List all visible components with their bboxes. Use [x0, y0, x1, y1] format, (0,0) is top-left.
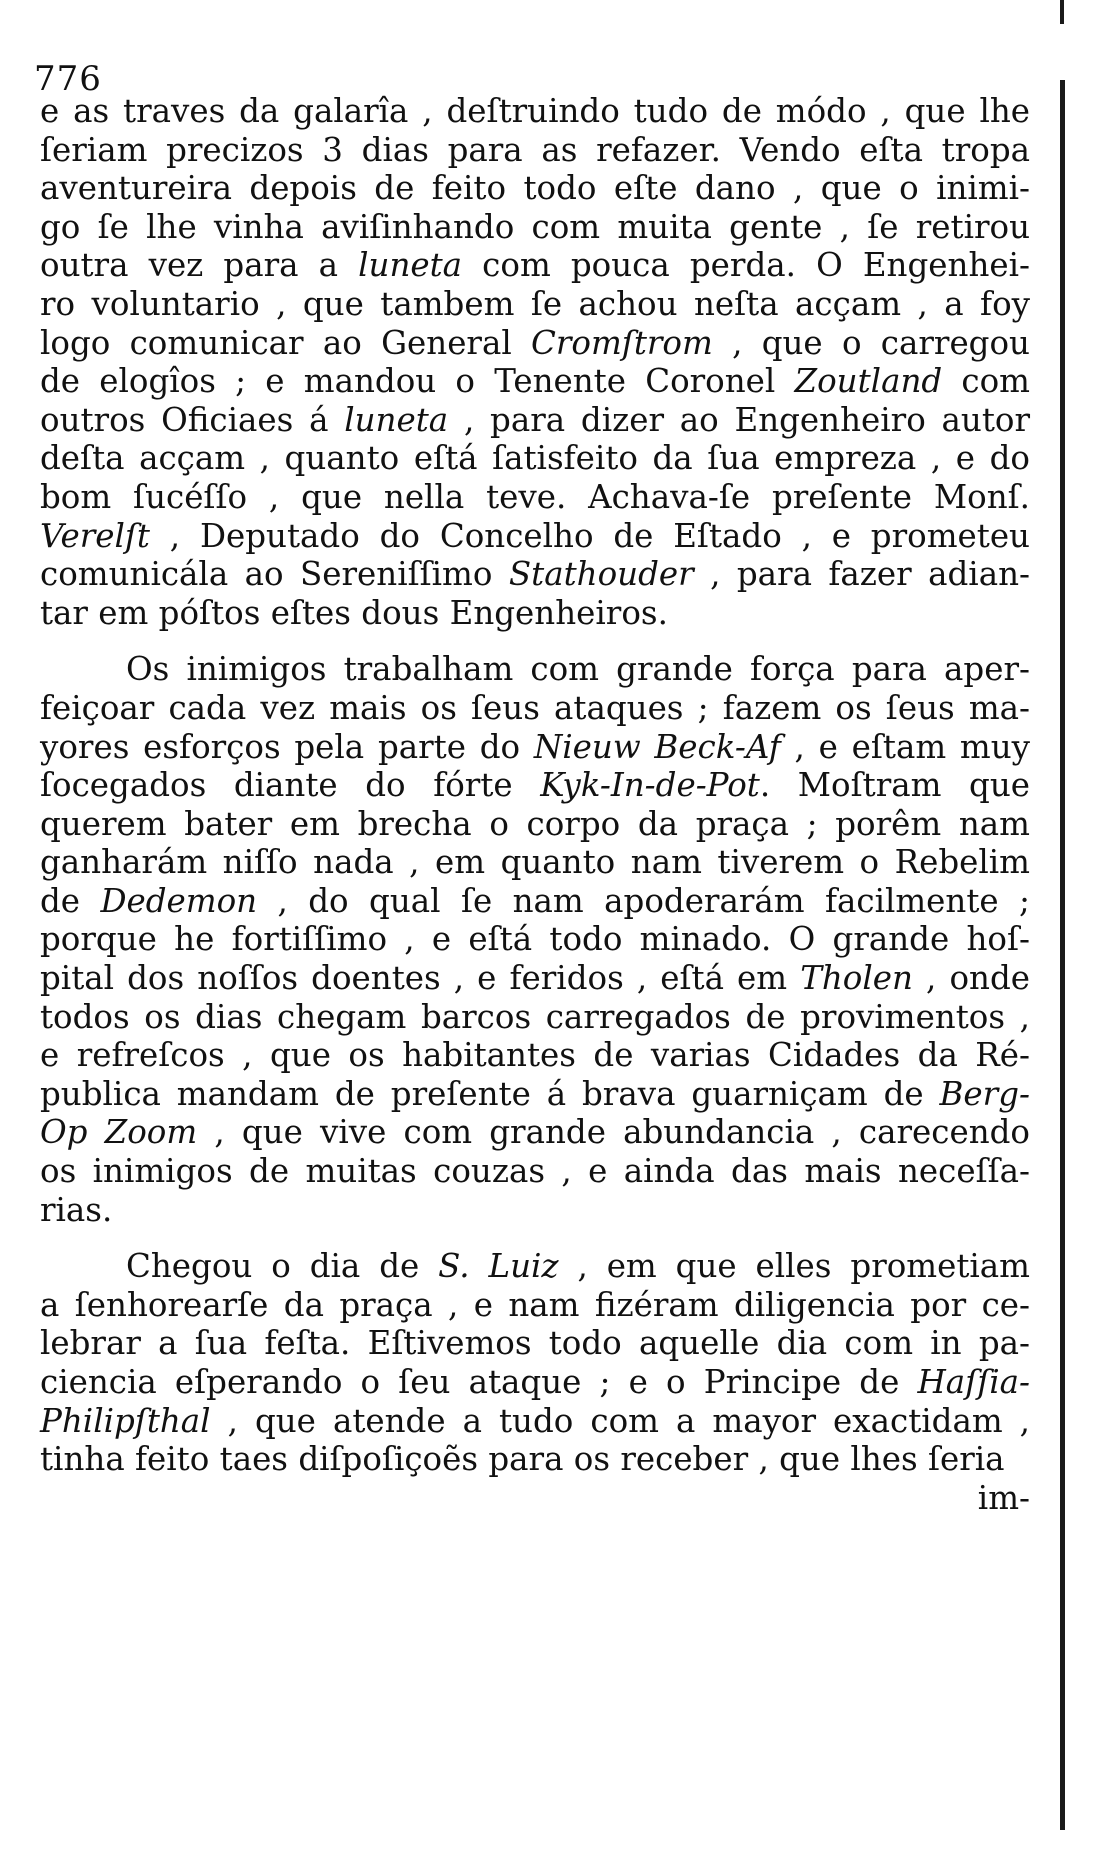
text-line [40, 1324, 1030, 1363]
text-segment: , do qual ſe nam apoderarám facilmente ; [257, 881, 1030, 920]
paragraph-gap [40, 1229, 1030, 1247]
italic-text: luneta [358, 246, 463, 285]
paragraph [40, 1247, 1030, 1479]
text-line [40, 1402, 1030, 1441]
text-segment: lebrar a ſua feſta. Eſtivemos todo aquelle dia com in pa- [40, 1324, 1030, 1363]
text-line [40, 594, 1030, 633]
text-line [40, 285, 1030, 324]
text-segment: ſocegados diante do fórte [40, 766, 541, 805]
text-segment: ganharám niſſo nada , em quanto nam tiverem o Rebelim [40, 843, 1030, 882]
text-segment: , em que elles prometiam [558, 1247, 1030, 1286]
body-text [40, 92, 1030, 1517]
text-line [40, 1036, 1030, 1075]
text-line [40, 766, 1030, 805]
text-line [40, 1075, 1030, 1114]
text-segment: , Deputado do Concelho de Eſtado , e prometeu [149, 516, 1030, 555]
text-segment: ſeriam precizos 3 dias para as refazer. Vendo eſta tropa [40, 130, 1030, 169]
text-segment: bom ſucéſſo , que nella teve. Achava-ſe preſente Monſ. [40, 477, 1030, 516]
text-segment: e as traves da galarîa , deſtruindo tudo de módo , que lhe [40, 92, 1030, 130]
text-segment: Chegou o dia de [126, 1247, 439, 1286]
text-line [40, 920, 1030, 959]
text-line [40, 439, 1030, 478]
text-segment: a ſenhorearſe da praça , e nam fizéram diligencia por ce- [40, 1285, 1030, 1324]
text-segment: , e eſtam muy [780, 727, 1031, 766]
text-segment: , para fazer adian- [693, 555, 1030, 594]
text-segment: . Moſtram que [759, 766, 1031, 805]
text-segment: rias. [40, 1190, 113, 1229]
text-line [40, 959, 1030, 998]
italic-text: Zoutland [794, 362, 943, 401]
text-line [40, 1363, 1030, 1402]
text-segment: Os inimigos trabalham com grande força para aper- [126, 650, 1030, 689]
paragraph [40, 650, 1030, 1229]
text-line [40, 131, 1030, 170]
text-segment: yores esforços pela parte do [40, 727, 534, 766]
italic-text: Kyk-In-de-Pot [540, 766, 760, 805]
text-line [40, 362, 1030, 401]
italic-text: luneta [344, 400, 449, 439]
italic-text: Nieuw Beck-Af [533, 727, 781, 766]
text-line [40, 555, 1030, 594]
text-line [40, 805, 1030, 844]
text-line [40, 1247, 1030, 1286]
italic-text: Tholen [800, 959, 913, 998]
text-segment: os inimigos de muitas couzas , e ainda das mais neceſſa- [40, 1152, 1030, 1191]
page-number: 776 [34, 59, 102, 99]
text-segment: tinha feito taes diſpoſiçoẽs para os receber , que lhes ſeria [40, 1440, 1005, 1479]
text-line [40, 1152, 1030, 1191]
text-line [40, 728, 1030, 767]
text-segment: outra vez para a [40, 246, 359, 285]
italic-text: S. Luiz [438, 1247, 559, 1286]
italic-text: Verelſt [40, 516, 150, 555]
text-segment: com pouca perda. O Engenhei- [462, 246, 1030, 285]
text-line [40, 517, 1030, 556]
text-segment: , que atende a tudo com a mayor exactidam , [210, 1401, 1030, 1440]
text-line [40, 1286, 1030, 1325]
text-segment: tar em póſtos eſtes dous Engenheiros. [40, 593, 668, 632]
text-segment: ro voluntario , que tambem ſe achou neſta acçam , a foy [40, 284, 1030, 323]
text-segment: feiçoar cada vez mais os ſeus ataques ; fazem os ſeus ma- [40, 688, 1030, 727]
page-edge-line [1060, 80, 1065, 1830]
text-segment: de [40, 881, 101, 920]
text-line [40, 689, 1030, 728]
paragraph [40, 92, 1030, 632]
italic-text: Philipſthal [40, 1401, 211, 1440]
italic-text: Cromſtrom [531, 323, 713, 362]
text-segment: pital dos noſſos doentes , e feridos , eſtá em [40, 959, 801, 998]
text-line [40, 1113, 1030, 1152]
text-segment: de elogîos ; e mandou o Tenente Coronel [40, 362, 795, 401]
text-line [40, 208, 1030, 247]
text-segment: outros Oficiaes á [40, 400, 345, 439]
text-segment: publica mandam de preſente á brava guarniçam de [40, 1074, 940, 1113]
text-line [40, 998, 1030, 1037]
text-segment: ciencia eſperando o ſeu ataque ; e o Principe de [40, 1363, 918, 1401]
text-segment: , onde [912, 959, 1030, 998]
paragraph-gap [40, 632, 1030, 650]
catchword: im- [977, 1478, 1030, 1517]
text-segment: , que o carregou [712, 323, 1030, 362]
text-line [40, 882, 1030, 921]
italic-text: Haſſia- [917, 1363, 1030, 1401]
text-line [40, 246, 1030, 285]
text-line [40, 169, 1030, 208]
text-segment: deſta acçam , quanto eſtá ſatisfeito da ſua empreza , e do [40, 439, 1030, 478]
italic-text: Stathouder [508, 555, 694, 594]
page-edge-mark [1060, 0, 1064, 24]
text-segment: logo comunicar ao General [40, 323, 532, 362]
text-line [40, 843, 1030, 882]
text-segment: porque he fortiſſimo , e eſtá todo minado. O grande hoſ- [40, 920, 1030, 959]
italic-text: Op Zoom [40, 1113, 198, 1152]
text-line [40, 650, 1030, 689]
text-segment: querem bater em brecha o corpo da praça ; porêm nam [40, 804, 1030, 843]
text-segment: todos os dias chegam barcos carregados de provimentos , [40, 997, 1030, 1036]
text-line [40, 1440, 1030, 1479]
text-segment: , que vive com grande abundancia , carecendo [197, 1113, 1030, 1152]
text-line [40, 92, 1030, 131]
text-segment: com [942, 362, 1030, 401]
text-line [40, 1191, 1030, 1230]
italic-text: Berg- [939, 1074, 1030, 1113]
text-segment: aventureira depois de feito todo eſte dano , que o inimi- [40, 169, 1030, 208]
italic-text: Dedemon [100, 881, 258, 920]
text-line [40, 401, 1030, 440]
text-segment: go ſe lhe vinha aviſinhando com muita gente , ſe retirou [40, 207, 1030, 246]
text-segment: , para dizer ao Engenheiro autor [448, 400, 1030, 439]
text-segment: comunicála ao Sereniſſimo [40, 555, 509, 594]
text-line [40, 478, 1030, 517]
text-line [40, 324, 1030, 363]
text-segment: e refreſcos , que os habitantes de varias Cidades da Ré- [40, 1036, 1030, 1075]
